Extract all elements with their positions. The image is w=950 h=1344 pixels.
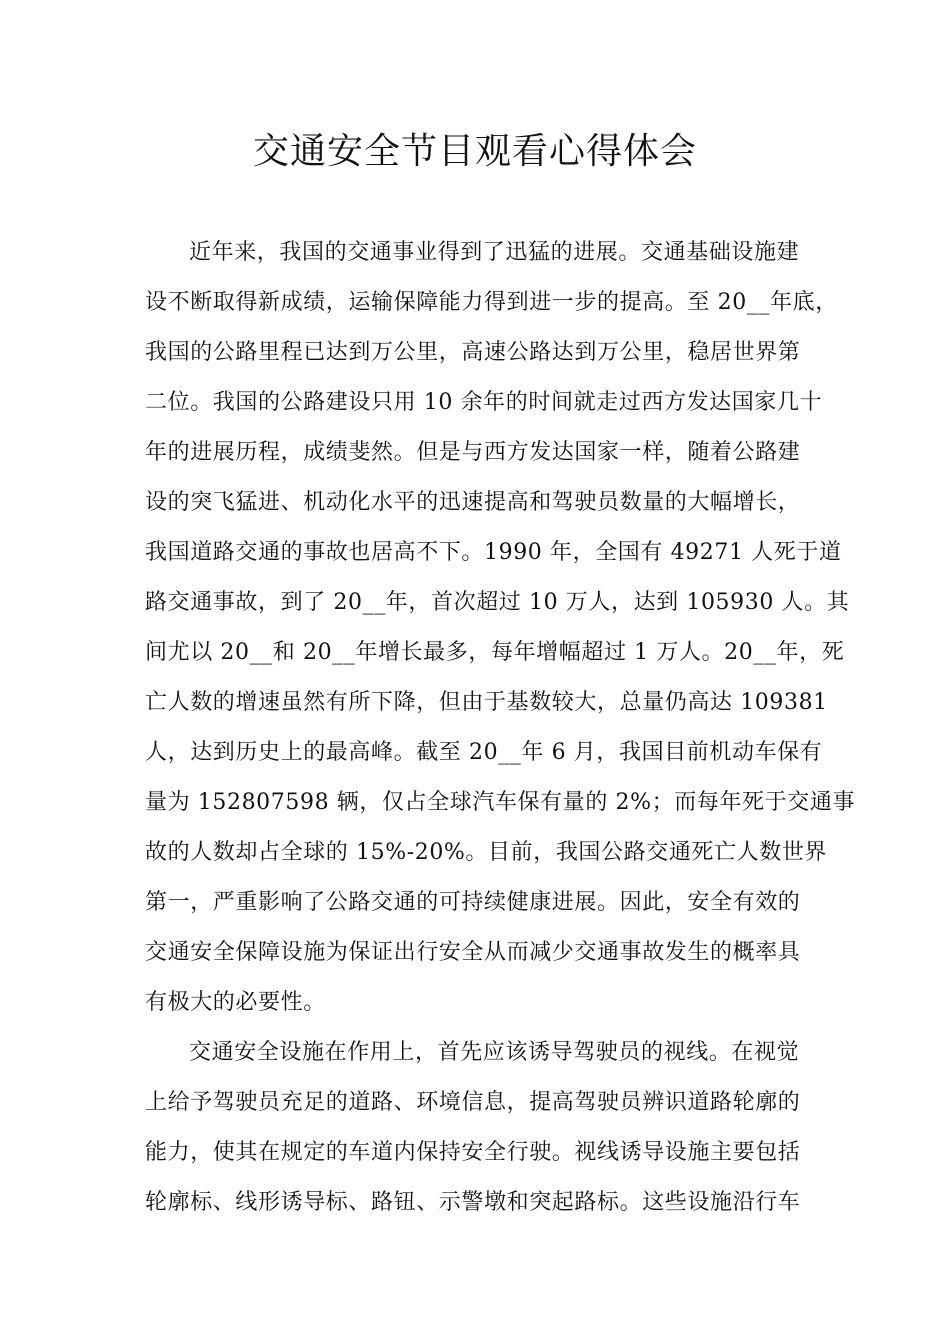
paragraph-2 (145, 1028, 813, 1228)
text-line: 交通安全保障设施为保证出行安全从而减少交通事故发生的概率具 (145, 940, 801, 965)
text-line: 上给予驾驶员充足的道路、环境信息，提高驾驶员辨识道路轮廓的 (145, 1090, 801, 1115)
text-line: 近年来，我国的交通事业得到了迅猛的进展。交通基础设施建 (189, 240, 800, 265)
text-line: 轮廓标、线形诱导标、路钮、示警墩和突起路标。这些设施沿行车 (145, 1190, 801, 1215)
document-title: 交通安全节目观看心得体会 (252, 131, 697, 172)
text-line: 设的突飞猛进、机动化水平的迅速提高和驾驶员数量的大幅增长， (145, 490, 801, 515)
text-line: 亡人数的增速虽然有所下降，但由于基数较大，总量仍高达 109381 (145, 690, 828, 715)
text-line: 我国的公路里程已达到万公里，高速公路达到万公里，稳居世界第 (145, 340, 801, 365)
text-line: 年的进展历程，成绩斐然。但是与西方发达国家一样，随着公路建 (145, 440, 801, 465)
text-line: 间尤以 20__和 20__年增长最多，每年增幅超过 1 万人。20__年，死 (145, 640, 845, 665)
text-line: 能力，使其在规定的车道内保持安全行驶。视线诱导设施主要包括 (145, 1140, 801, 1165)
document-body (145, 228, 856, 1228)
text-line: 路交通事故，到了 20__年，首次超过 10 万人，达到 105930 人。其 (145, 590, 850, 615)
text-line: 交通安全设施在作用上，首先应该诱导驾驶员的视线。在视觉 (189, 1040, 800, 1065)
text-line: 我国道路交通的事故也居高不下。1990 年，全国有 49271 人死于道 (145, 540, 842, 565)
text-line: 量为 152807598 辆，仅占全球汽车保有量的 2%；而每年死于交通事 (145, 790, 856, 815)
text-line: 二位。我国的公路建设只用 10 余年的时间就走过西方发达国家几十 (145, 390, 823, 415)
text-line: 第一，严重影响了公路交通的可持续健康进展。因此，安全有效的 (145, 890, 801, 915)
text-line: 人，达到历史上的最高峰。截至 20__年 6 月，我国目前机动车保有 (145, 740, 823, 765)
text-line: 故的人数却占全球的 15%-20%。目前，我国公路交通死亡人数世界 (145, 840, 828, 865)
text-line: 有极大的必要性。 (145, 990, 326, 1015)
paragraph-1 (145, 228, 856, 1028)
text-line: 设不断取得新成绩，运输保障能力得到进一步的提高。至 20__年底， (145, 290, 838, 315)
